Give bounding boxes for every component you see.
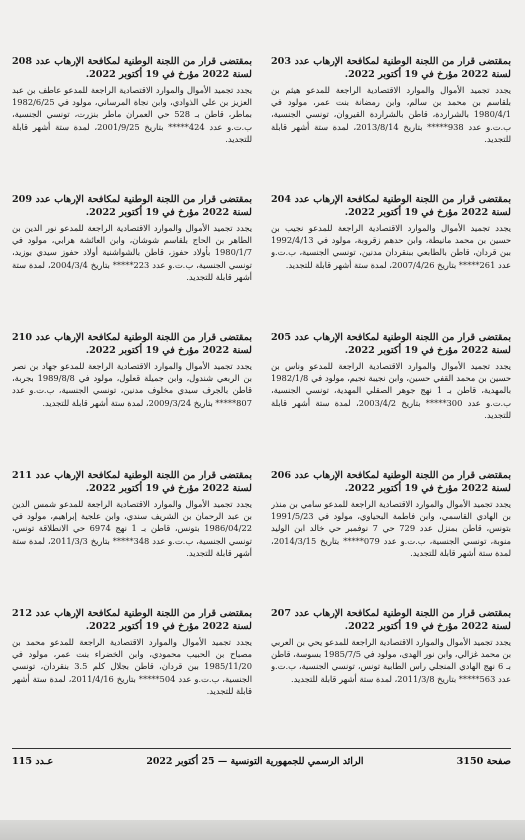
decision-entry xyxy=(12,470,252,608)
decision-body: يجدد تجميد الأموال والموارد الاقتصادية الراجعة للمدعو نور الدين بن الطاهر بن الحاج بلقاسم شوشان، وابن العائشة هرابي، مولود في 1980/1/7 بأولاد حفوز، قاطن بالشواشنية أولاد حفوز سيدي بوزيد، تونسي الجنسية، ب.ت.و عدد 223***** بتاريخ 2004/3/4، لمدة ستة أشهر قابلة للتجديد. xyxy=(12,223,252,282)
decision-entry xyxy=(12,608,252,746)
page-edge-shadow xyxy=(0,820,525,840)
decision-title: بمقتضى قرار من اللجنة الوطنية لمكافحة الإرهاب عدد 210 لسنة 2022 مؤرخ في 19 أكتوبر 2022. xyxy=(12,332,252,356)
page-footer xyxy=(12,753,511,769)
decision-body: يجدد تجميد الأموال والموارد الاقتصادية الراجعة للمدعو سامي بن منذر بن الهادي القاسمي، وابن فاطمة البحياوي، مولود في 1991/5/23 بتونس، قاطن بمنزل عدد 729 حي 7 نوفمبر حي خالد ابن الوليد منوبة، تونسي الجنسية، ب.ت.و عدد 079***** بتاريخ 2014/3/15، لمدة ستة أشهر قابلة للتجديد. xyxy=(271,499,511,558)
decision-title: بمقتضى قرار من اللجنة الوطنية لمكافحة الإرهاب عدد 203 لسنة 2022 مؤرخ في 19 أكتوبر 2022. xyxy=(271,56,511,80)
decision-title: بمقتضى قرار من اللجنة الوطنية لمكافحة الإرهاب عدد 209 لسنة 2022 مؤرخ في 19 أكتوبر 2022. xyxy=(12,194,252,218)
decision-body: يجدد تجميد الأموال والموارد الاقتصادية الراجعة للمدعو جهاد بن نصر بن الربعي شندول، وابن جميلة قعلول، مولود في 1989/8/8 بجربة، قاطن بالجرف سيدي مخلوف مدنين، تونسي الجنسية، ب.ت.و عدد 807***** بتاريخ 2009/3/24، لمدة ستة أشهر قابلة للتجديد. xyxy=(12,361,252,408)
page-number: صفحة 3150 xyxy=(456,755,511,767)
decision-entry xyxy=(271,470,511,608)
decision-title: بمقتضى قرار من اللجنة الوطنية لمكافحة الإرهاب عدد 211 لسنة 2022 مؤرخ في 19 أكتوبر 2022. xyxy=(12,470,252,494)
decision-title: بمقتضى قرار من اللجنة الوطنية لمكافحة الإرهاب عدد 207 لسنة 2022 مؤرخ في 19 أكتوبر 2022. xyxy=(271,608,511,632)
right-column xyxy=(271,56,511,746)
decision-entry xyxy=(12,332,252,470)
decision-entry xyxy=(271,56,511,194)
decision-title: بمقتضى قرار من اللجنة الوطنية لمكافحة الإرهاب عدد 208 لسنة 2022 مؤرخ في 19 أكتوبر 2022. xyxy=(12,56,252,80)
issue-number: عـدد 115 xyxy=(12,755,54,767)
decision-title: بمقتضى قرار من اللجنة الوطنية لمكافحة الإرهاب عدد 205 لسنة 2022 مؤرخ في 19 أكتوبر 2022. xyxy=(271,332,511,356)
footer-divider xyxy=(12,748,511,749)
decision-body: يجدد تجميد الأموال والموارد الاقتصادية الراجعة للمدعو يحي بن العربي بن محمد غزالي، وابن نور الهدى، مولود في 1985/7/5 بسوسة، قاطن بـ 6 نهج الهادي المنجلي راس الطابية تونس، تونسي الجنسية، ب.ت.و عدد 563***** بتاريخ 2011/3/8، لمدة ستة أشهر قابلة للتجديد. xyxy=(271,637,511,684)
decision-body: يجدد تجميد الأموال والموارد الاقتصادية الراجعة للمدعو هيثم بن بلقاسم بن محمد بن سالم، وابن رمضانة بنت عمر، مولود في 1980/4/1 بالشراردة، قاطن بالشراردة القيروان، تونسي الجنسية، ب.ت.و عدد 938***** بتاريخ 2013/8/14، لمدة ستة أشهر قابلة للتجديد. xyxy=(271,85,511,144)
decision-entry xyxy=(271,608,511,746)
decision-body: يجدد تجميد الأموال والموارد الاقتصادية الراجعة للمدعو عاطف بن عبد العزيز بن علي الذوادي، وابن نجاة المرساني، مولود في 1982/6/25 بماطر، قاطن بـ 528 حي العمران ماطر بنزرت، تونسي الجنسية، ب.ت.و عدد 424***** بتاريخ 2001/9/25، لمدة ستة أشهر قابلة للتجديد. xyxy=(12,85,252,144)
left-column xyxy=(12,56,252,746)
decision-entry xyxy=(12,194,252,332)
decision-body: يجدد تجميد الأموال والموارد الاقتصادية الراجعة للمدعو شمس الدين بن عبد الرحمان بن الشريف سندي، وابن علجية إبراهيم، مولود في 1986/04/22 بتونس، قاطن بـ 1 نهج 6974 حي الانطلاقة تونس، تونسي الجنسية، ب.ت.و عدد 348***** بتاريخ 2011/3/3، لمدة ستة أشهر قابلة للتجديد. xyxy=(12,499,252,558)
decision-title: بمقتضى قرار من اللجنة الوطنية لمكافحة الإرهاب عدد 206 لسنة 2022 مؤرخ في 19 أكتوبر 2022. xyxy=(271,470,511,494)
decision-body: يجدد تجميد الأموال والموارد الاقتصادية الراجعة للمدعو وناس بن حسين بن محمد القفي حسين، وابن نجيبة نجيم، مولود في 1982/1/8 بالمهدية، قاطن بـ 1 نهج جوهر الصقلي المهدية، تونسي الجنسية، ب.ت.و عدد 300***** بتاريخ 2003/4/2، لمدة ستة أشهر قابلة للتجديد. xyxy=(271,361,511,420)
decision-entry xyxy=(271,194,511,332)
columns xyxy=(12,56,511,746)
decision-title: بمقتضى قرار من اللجنة الوطنية لمكافحة الإرهاب عدد 212 لسنة 2022 مؤرخ في 19 أكتوبر 2022. xyxy=(12,608,252,632)
decision-body: يجدد تجميد الأموال والموارد الاقتصادية الراجعة للمدعو نجيب بن حسين بن محمد مانيطة، وابن حدهم زقروبة، مولود في 1992/4/13 ببن قردان، قاطن بالطابعي ببنقردان مدنين، تونسي الجنسية، ب.ت.و عدد 261***** بتاريخ 2007/4/26، لمدة ستة أشهر قابلة للتجديد. xyxy=(271,223,511,270)
decision-entry xyxy=(271,332,511,470)
decision-title: بمقتضى قرار من اللجنة الوطنية لمكافحة الإرهاب عدد 204 لسنة 2022 مؤرخ في 19 أكتوبر 2022. xyxy=(271,194,511,218)
journal-title: الرائد الرسمي للجمهورية التونسية — 25 أكتوبر 2022 xyxy=(146,755,364,767)
decision-body: يجدد تجميد الأموال والموارد الاقتصادية الراجعة للمدعو محمد بن مصباح بن الحبيب محمودي، وابن الخضراء بنت عمر، مولود في 1985/11/20 ببن قردان، قاطن بجلال كلم 3.5 بنقردان، تونسي الجنسية، ب.ت.و عدد 504***** بتاريخ 2011/4/16، لمدة ستة أشهر قابلة للتجديد. xyxy=(12,637,252,696)
decision-entry xyxy=(12,56,252,194)
